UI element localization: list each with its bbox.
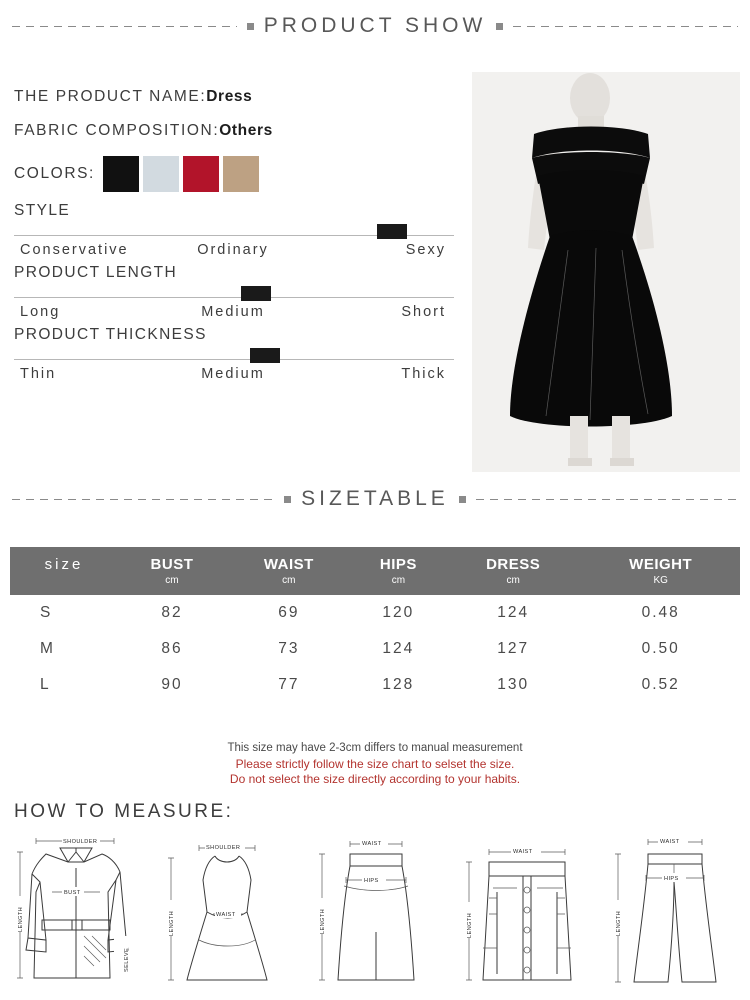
attribute-style-marker xyxy=(377,224,407,239)
sizetable-title: SIZETABLE xyxy=(301,487,449,510)
dashed-rule-left xyxy=(12,26,237,27)
cell-bust: 82 xyxy=(161,604,183,621)
label-length: LENGTH xyxy=(18,906,24,932)
product-show-header xyxy=(0,14,750,38)
size-note-warning-line2: Do not select the size directly according to your habits. xyxy=(229,772,521,786)
cell-weight: 0.52 xyxy=(641,676,680,693)
cell-hips: 128 xyxy=(382,676,415,693)
attribute-product-thickness-option-0[interactable]: Thin xyxy=(20,366,57,382)
label-length: LENGTH xyxy=(616,910,622,936)
dashed-rule-left xyxy=(12,499,274,500)
attribute-style-option-0[interactable]: Conservative xyxy=(20,242,129,258)
measure-figure-skirt-short xyxy=(453,828,597,993)
col-header-hips: HIPS xyxy=(352,547,445,575)
colors-label: COLORS: xyxy=(14,165,95,182)
model-illustration xyxy=(472,72,740,472)
label-shoulder: SHOULDER xyxy=(63,839,98,845)
measure-figure-blouse xyxy=(6,828,150,993)
attribute-style-title: STYLE xyxy=(14,202,71,219)
measure-figure-dress xyxy=(155,828,299,993)
color-swatch-black[interactable] xyxy=(103,156,139,192)
square-bullet-left xyxy=(247,23,254,30)
table-row xyxy=(10,667,740,703)
attribute-style-scale xyxy=(14,224,454,238)
label-waist: WAIST xyxy=(362,841,382,847)
product-model-photo xyxy=(472,72,740,472)
how-to-measure-title: HOW TO MEASURE: xyxy=(14,801,234,822)
size-table-body xyxy=(10,595,740,703)
attribute-style-options xyxy=(14,240,454,258)
fabric-composition-row xyxy=(14,122,454,140)
colors-row xyxy=(14,156,454,192)
cell-size: M xyxy=(40,640,53,657)
col-header-waist: WAIST xyxy=(226,547,352,575)
size-table xyxy=(10,547,740,703)
fabric-composition-value: Others xyxy=(219,122,273,139)
dashed-rule-right xyxy=(476,499,738,500)
size-table-head xyxy=(10,547,740,595)
col-header-dress: DRESS xyxy=(445,547,581,575)
attribute-style xyxy=(14,202,454,258)
square-bullet-left xyxy=(284,496,291,503)
cell-dress: 124 xyxy=(497,604,530,621)
attribute-product-length-marker xyxy=(241,286,271,301)
fabric-composition-label: FABRIC COMPOSITION: xyxy=(14,122,220,139)
size-notes xyxy=(0,742,750,787)
cell-waist: 77 xyxy=(278,676,300,693)
how-to-measure-figures xyxy=(6,828,746,993)
col-unit-hips: cm xyxy=(352,575,445,595)
scale-line xyxy=(14,297,454,298)
label-length: LENGTH xyxy=(169,910,175,936)
label-sleeve: SELEVE xyxy=(124,947,130,972)
cell-size: S xyxy=(40,604,51,621)
label-length: LENGTH xyxy=(320,908,326,934)
attribute-style-option-1[interactable]: Ordinary xyxy=(197,242,269,258)
size-table-unit-row xyxy=(10,575,740,595)
col-unit-waist: cm xyxy=(226,575,352,595)
cell-dress: 130 xyxy=(497,676,530,693)
label-waist: WAIST xyxy=(660,839,680,845)
attribute-product-thickness-option-1[interactable]: Medium xyxy=(201,366,265,382)
cell-weight: 0.48 xyxy=(641,604,680,621)
label-bust: BUST xyxy=(64,890,81,896)
product-name-label: THE PRODUCT NAME: xyxy=(14,88,207,105)
label-hips: HIPS xyxy=(364,878,379,884)
cell-hips: 120 xyxy=(382,604,415,621)
attribute-product-length-title: PRODUCT LENGTH xyxy=(14,264,178,281)
scale-line xyxy=(14,359,454,360)
cell-weight: 0.50 xyxy=(641,640,680,657)
attribute-product-thickness-scale xyxy=(14,348,454,362)
col-header-weight: WEIGHT xyxy=(581,547,740,575)
col-header-size: size xyxy=(10,547,118,575)
sizetable-header xyxy=(0,487,750,511)
attribute-product-length-scale xyxy=(14,286,454,300)
product-info-block xyxy=(14,88,454,382)
label-hips: HIPS xyxy=(664,876,679,882)
attribute-product-thickness-option-2[interactable]: Thick xyxy=(401,366,446,382)
attribute-product-thickness-options xyxy=(14,364,454,382)
square-bullet-right xyxy=(459,496,466,503)
cell-waist: 73 xyxy=(278,640,300,657)
color-swatch-red[interactable] xyxy=(183,156,219,192)
attribute-product-length-option-1[interactable]: Medium xyxy=(201,304,265,320)
col-unit-bust: cm xyxy=(118,575,226,595)
color-swatch-khaki[interactable] xyxy=(223,156,259,192)
label-length: LENGTH xyxy=(467,912,473,938)
size-note-measurement: This size may have 2-3cm differs to manual measurement xyxy=(227,742,523,754)
size-table-wrapper xyxy=(10,547,740,703)
product-name-row xyxy=(14,88,454,106)
label-shoulder: SHOULDER xyxy=(206,845,241,851)
cell-waist: 69 xyxy=(278,604,300,621)
table-row xyxy=(10,595,740,631)
col-unit-dress: cm xyxy=(445,575,581,595)
square-bullet-right xyxy=(496,23,503,30)
attribute-product-thickness xyxy=(14,326,454,382)
product-name-value: Dress xyxy=(206,88,253,105)
size-table-header-row xyxy=(10,547,740,575)
color-swatch-light-blue[interactable] xyxy=(143,156,179,192)
cell-hips: 124 xyxy=(382,640,415,657)
attribute-product-length-option-2[interactable]: Short xyxy=(401,304,446,320)
attribute-product-thickness-title: PRODUCT THICKNESS xyxy=(14,326,207,343)
cell-bust: 90 xyxy=(161,676,183,693)
col-unit-weight: KG xyxy=(581,575,740,595)
attribute-product-length-options xyxy=(14,302,454,320)
size-note-warning-line1: Please strictly follow the size chart to selset the size. xyxy=(235,757,515,771)
cell-bust: 86 xyxy=(161,640,183,657)
attribute-product-thickness-marker xyxy=(250,348,280,363)
label-waist: WAIST xyxy=(513,849,533,855)
cell-dress: 127 xyxy=(497,640,530,657)
measure-figure-pants xyxy=(602,828,746,993)
attribute-product-length-option-0[interactable]: Long xyxy=(20,304,61,320)
attribute-product-length xyxy=(14,264,454,320)
col-header-bust: BUST xyxy=(118,547,226,575)
table-row xyxy=(10,631,740,667)
attribute-style-option-2[interactable]: Sexy xyxy=(405,242,446,258)
measure-figure-skirt-long xyxy=(304,828,448,993)
dashed-rule-right xyxy=(513,26,738,27)
cell-size: L xyxy=(40,676,49,693)
product-show-title: PRODUCT SHOW xyxy=(263,14,487,37)
label-waist: WAIST xyxy=(216,912,236,918)
col-unit-size xyxy=(10,575,118,595)
